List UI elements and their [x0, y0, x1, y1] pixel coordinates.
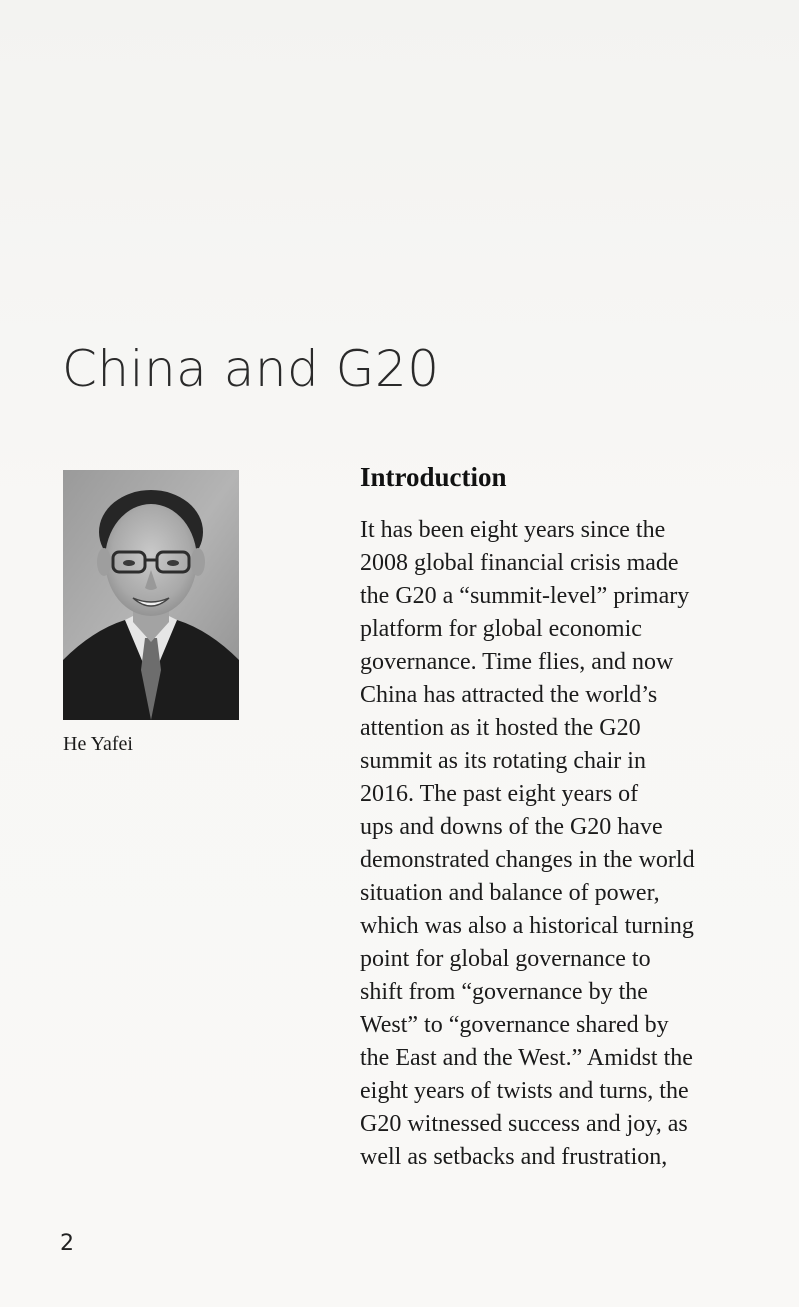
body-line: 2008 global financial crisis made — [360, 550, 679, 576]
page-number: 2 — [60, 1231, 74, 1256]
portrait-caption: He Yafei — [63, 733, 133, 755]
section-heading: Introduction — [360, 462, 507, 492]
body-line: the East and the West.” Amidst the — [360, 1045, 693, 1071]
body-line: platform for global economic — [360, 616, 642, 642]
body-line: 2016. The past eight years of — [360, 781, 639, 807]
body-line: ups and downs of the G20 have — [360, 814, 663, 840]
body-line: West” to “governance shared by — [360, 1012, 669, 1038]
body-line: situation and balance of power, — [360, 880, 660, 906]
body-paragraph — [360, 514, 740, 1174]
body-line: demonstrated changes in the world — [360, 847, 695, 873]
chapter-title: China and G20 — [62, 340, 440, 398]
body-line: China has attracted the world’s — [360, 682, 658, 708]
author-portrait — [63, 470, 239, 720]
body-line: eight years of twists and turns, the — [360, 1078, 689, 1104]
body-line: point for global governance to — [360, 946, 651, 972]
body-line: which was also a historical turning — [360, 913, 694, 939]
body-line: shift from “governance by the — [360, 979, 648, 1005]
body-line: It has been eight years since the — [360, 517, 666, 543]
body-line: governance. Time flies, and now — [360, 649, 674, 675]
portrait-photo — [63, 470, 239, 720]
body-line: well as setbacks and frustration, — [360, 1144, 668, 1170]
body-line: summit as its rotating chair in — [360, 748, 646, 774]
body-line: G20 witnessed success and joy, as — [360, 1111, 688, 1137]
body-line: the G20 a “summit-level” primary — [360, 583, 690, 609]
body-line: attention as it hosted the G20 — [360, 715, 641, 741]
